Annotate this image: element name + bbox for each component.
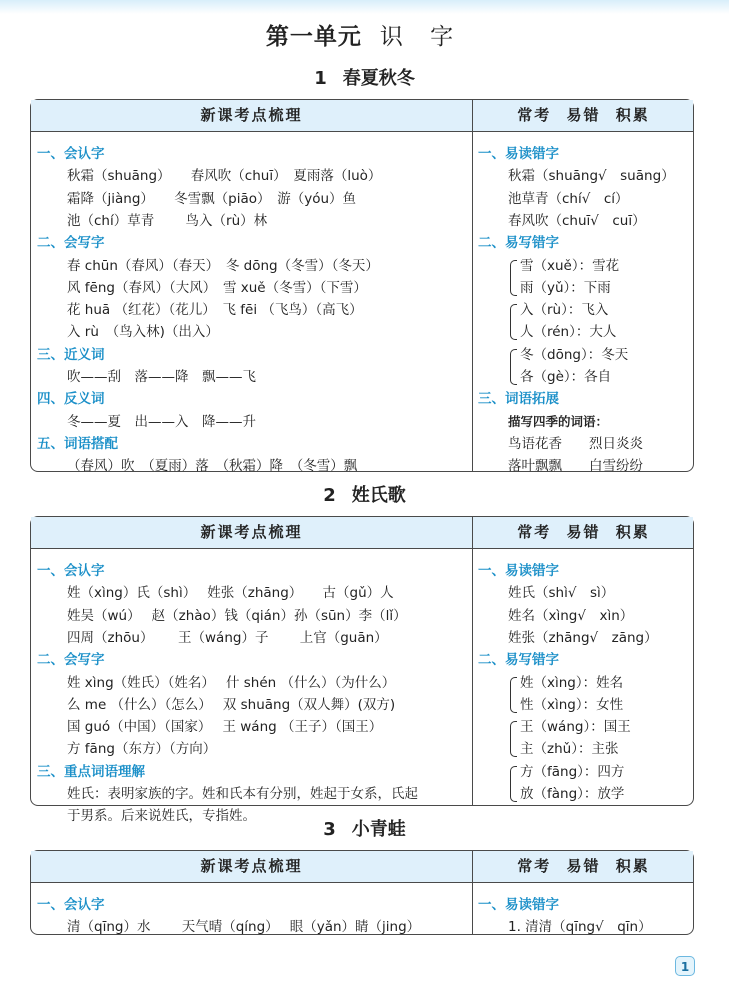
text-line: 各（gè）：各自 bbox=[520, 369, 612, 385]
text-line: 春 chūn（春风）（春天） 冬 dōng（冬雪）（冬天） bbox=[67, 257, 379, 274]
section-heading: 四、反义词 bbox=[37, 391, 105, 408]
header-left-title: 新课考点梳理 bbox=[200, 857, 303, 875]
text-line: 雨（yǔ）：下雨 bbox=[520, 279, 611, 296]
text-line: 入 rù （鸟入林)（出入） bbox=[67, 324, 219, 341]
column-divider bbox=[472, 851, 473, 934]
header-right-title: 常考 易错 积累 bbox=[517, 857, 650, 875]
section-heading: 三、近义词 bbox=[37, 346, 105, 363]
text-line: 放（fàng）：放学 bbox=[520, 786, 625, 802]
text-line: 秋霜（shuāng√ suāng） bbox=[508, 168, 675, 185]
section-heading: 一、易读错字 bbox=[478, 146, 559, 162]
brace-bracket bbox=[510, 766, 517, 802]
text-line: 国 guó（中国）（国家） 王 wáng （王子）（国王） bbox=[67, 719, 383, 736]
text-line: 人（rén）：大人 bbox=[520, 324, 617, 341]
header-left-title: 新课考点梳理 bbox=[200, 106, 303, 124]
brace-bracket bbox=[510, 304, 517, 340]
lesson-number: 2 bbox=[323, 485, 336, 506]
lesson-title bbox=[0, 815, 729, 841]
section-heading: 二、会写字 bbox=[37, 652, 105, 669]
box-header bbox=[31, 851, 693, 883]
text-line: 于男系。后来说姓氏，专指姓。 bbox=[67, 808, 256, 825]
text-line: 1. 清清（qīng√ qīn） bbox=[508, 919, 652, 936]
text-line: 池草青（chí√ cí） bbox=[508, 190, 629, 207]
text-line: 王（wáng）：国王 bbox=[520, 719, 631, 736]
text-line: （春风）吹 （夏雨）落 （秋霜）降 （冬雪）飘 bbox=[67, 458, 358, 475]
text-line: 姓氏：表明家族的字。姓和氏本有分别，姓起于女系，氏起 bbox=[67, 786, 418, 802]
text-line: 姓（xìng）氏（shì） 姓张（zhāng） 古（gǔ）人 bbox=[67, 585, 394, 602]
header-right-title: 常考 易错 积累 bbox=[517, 523, 650, 541]
text-line: 描写四季的词语： bbox=[508, 413, 609, 429]
section-heading: 二、会写字 bbox=[37, 235, 105, 252]
lesson-box bbox=[30, 850, 694, 935]
lesson-number: 1 bbox=[314, 68, 327, 89]
section-heading: 二、易写错字 bbox=[478, 235, 559, 252]
text-line: 霜降（jiàng） 冬雪飘（piāo） 游（yóu）鱼 bbox=[67, 190, 357, 207]
brace-bracket bbox=[510, 677, 517, 713]
section-heading: 一、易读错字 bbox=[478, 563, 559, 579]
box-header bbox=[31, 100, 693, 132]
text-line: 姓吴（wú） 赵（zhào）钱（qián）孙（sūn）李（lǐ） bbox=[67, 607, 407, 624]
section-heading: 一、会认字 bbox=[37, 146, 105, 162]
section-heading: 一、易读错字 bbox=[478, 897, 559, 913]
text-line: 方（fāng）：四方 bbox=[520, 763, 625, 780]
text-line: 姓名（xìng√ xìn） bbox=[508, 607, 634, 624]
text-line: 吹——刮 落——降 飘——飞 bbox=[67, 369, 256, 385]
text-line: 四周（zhōu） 王（wáng）子 上官（guān） bbox=[67, 629, 388, 646]
text-line: 姓氏（shì√ sì） bbox=[508, 585, 615, 602]
header-left-title: 新课考点梳理 bbox=[200, 523, 303, 541]
lesson-box bbox=[30, 516, 694, 825]
lesson-name: 小青蛙 bbox=[351, 819, 406, 840]
lesson-box bbox=[30, 99, 694, 475]
text-line: 花 huā （红花）（花儿） 飞 fēi （飞鸟）（高飞） bbox=[67, 302, 363, 319]
section-heading: 五、词语搭配 bbox=[37, 435, 118, 452]
box-header bbox=[31, 517, 693, 549]
text-line: 落叶飘飘 白雪纷纷 bbox=[508, 458, 643, 475]
text-line: 入（rù）：飞入 bbox=[520, 302, 609, 319]
text-line: 冬（dōng）：冬天 bbox=[520, 346, 629, 363]
top-decoration-bar bbox=[0, 0, 729, 14]
lesson-name: 姓氏歌 bbox=[351, 485, 406, 506]
section-heading: 二、易写错字 bbox=[478, 652, 559, 669]
lesson-name: 春夏秋冬 bbox=[342, 68, 415, 89]
brace-bracket bbox=[510, 260, 517, 296]
text-line: 姓张（zhāng√ zāng） bbox=[508, 629, 658, 646]
text-line: 秋霜（shuāng） 春风吹（chuī） 夏雨落（luò） bbox=[67, 168, 382, 185]
text-line: 么 me （什么）（怎么） 双 shuāng（双人舞）(双方) bbox=[67, 696, 396, 713]
text-line: 雪（xuě）：雪花 bbox=[520, 257, 620, 274]
text-line: 姓 xìng（姓氏）（姓名） 什 shén （什么）（为什么） bbox=[67, 674, 396, 691]
lesson-number: 3 bbox=[323, 819, 336, 840]
section-heading: 三、词语拓展 bbox=[478, 391, 559, 408]
lesson-title bbox=[0, 481, 729, 507]
text-line: 主（zhǔ）：主张 bbox=[520, 741, 619, 758]
text-line: 春风吹（chuī√ cuī） bbox=[508, 212, 646, 229]
text-line: 方 fāng（东方）（方向） bbox=[67, 741, 217, 758]
column-divider bbox=[472, 517, 473, 805]
text-line: 姓（xìng）：姓名 bbox=[520, 674, 624, 691]
column-divider bbox=[472, 100, 473, 471]
brace-bracket bbox=[510, 721, 517, 757]
text-line: 清（qīng）水 天气晴（qíng） 眼（yǎn）睛（jing） bbox=[67, 919, 421, 936]
text-line: 池（chí）草青 鸟入（rù）林 bbox=[67, 212, 268, 229]
page-number: 1 bbox=[675, 956, 695, 976]
header-right-title: 常考 易错 积累 bbox=[517, 106, 650, 124]
text-line: 鸟语花香 烈日炎炎 bbox=[508, 435, 643, 452]
section-heading: 一、会认字 bbox=[37, 897, 105, 913]
unit-title bbox=[0, 18, 729, 51]
text-line: 风 fēng（春风）（大风） 雪 xuě（冬雪）（下雪） bbox=[67, 279, 367, 296]
unit-subtitle: 识 字 bbox=[379, 24, 464, 50]
text-line: 性（xìng）：女性 bbox=[520, 696, 624, 713]
lesson-title bbox=[0, 64, 729, 90]
section-heading: 三、重点词语理解 bbox=[37, 763, 145, 780]
unit-title-text: 第一单元 bbox=[265, 24, 362, 50]
text-line: 冬——夏 出——入 降——升 bbox=[67, 413, 256, 430]
brace-bracket bbox=[510, 349, 517, 385]
section-heading: 一、会认字 bbox=[37, 563, 105, 579]
